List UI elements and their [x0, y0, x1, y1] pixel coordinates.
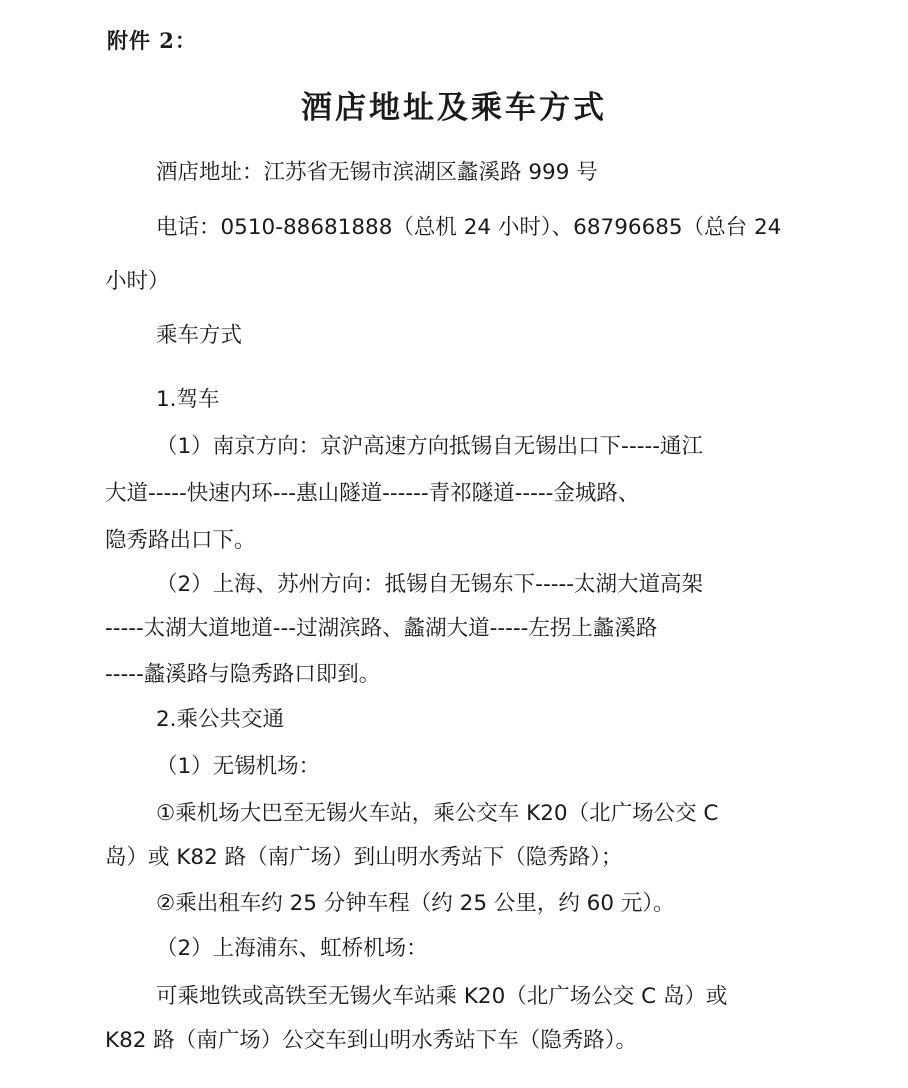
- nanjing-route-line-2: 大道-----快速内环---惠山隧道------青祁隧道-----金城路、: [105, 481, 640, 506]
- hotel-address: 酒店地址：江苏省无锡市滨湖区蠡溪路 999 号: [156, 160, 598, 185]
- drive-heading: 1.驾车: [156, 387, 220, 412]
- shanghai-airports-heading: （2）上海浦东、虹桥机场：: [156, 936, 428, 961]
- phone-line-2: 小时）: [105, 269, 170, 294]
- shanghai-route-line-3: -----蠡溪路与隐秀路口即到。: [105, 662, 381, 687]
- transport-heading: 乘车方式: [156, 323, 243, 348]
- rail-route-line-1: 可乘地铁或高铁至无锡火车站乘 K20（北广场公交 C 岛）或: [156, 984, 728, 1009]
- wuxi-airport-heading: （1）无锡机场：: [156, 754, 321, 779]
- phone-line-1: 电话：0510-88681888（总机 24 小时）、68796685（总台 24: [156, 215, 782, 240]
- attachment-label: 附件 2：: [107, 28, 197, 53]
- transit-heading: 2.乘公共交通: [156, 707, 285, 732]
- nanjing-route-line-3: 隐秀路出口下。: [105, 528, 256, 553]
- airport-option-2: ②乘出租车约 25 分钟车程（约 25 公里，约 60 元）。: [156, 891, 675, 916]
- shanghai-route-line-2: -----太湖大道地道---过湖滨路、蠡湖大道-----左拐上蠡溪路: [105, 616, 658, 641]
- page-title: 酒店地址及乘车方式: [301, 90, 607, 126]
- rail-route-line-2: K82 路（南广场）公交车到山明水秀站下车（隐秀路）。: [105, 1028, 638, 1053]
- airport-option-1-line-2: 岛）或 K82 路（南广场）到山明水秀站下（隐秀路）；: [105, 845, 623, 870]
- airport-option-1-line-1: ①乘机场大巴至无锡火车站，乘公交车 K20（北广场公交 C: [156, 801, 719, 826]
- nanjing-route-line-1: （1）南京方向：京沪高速方向抵锡自无锡出口下-----通江: [156, 434, 703, 459]
- shanghai-route-line-1: （2）上海、苏州方向：抵锡自无锡东下-----太湖大道高架: [156, 572, 703, 597]
